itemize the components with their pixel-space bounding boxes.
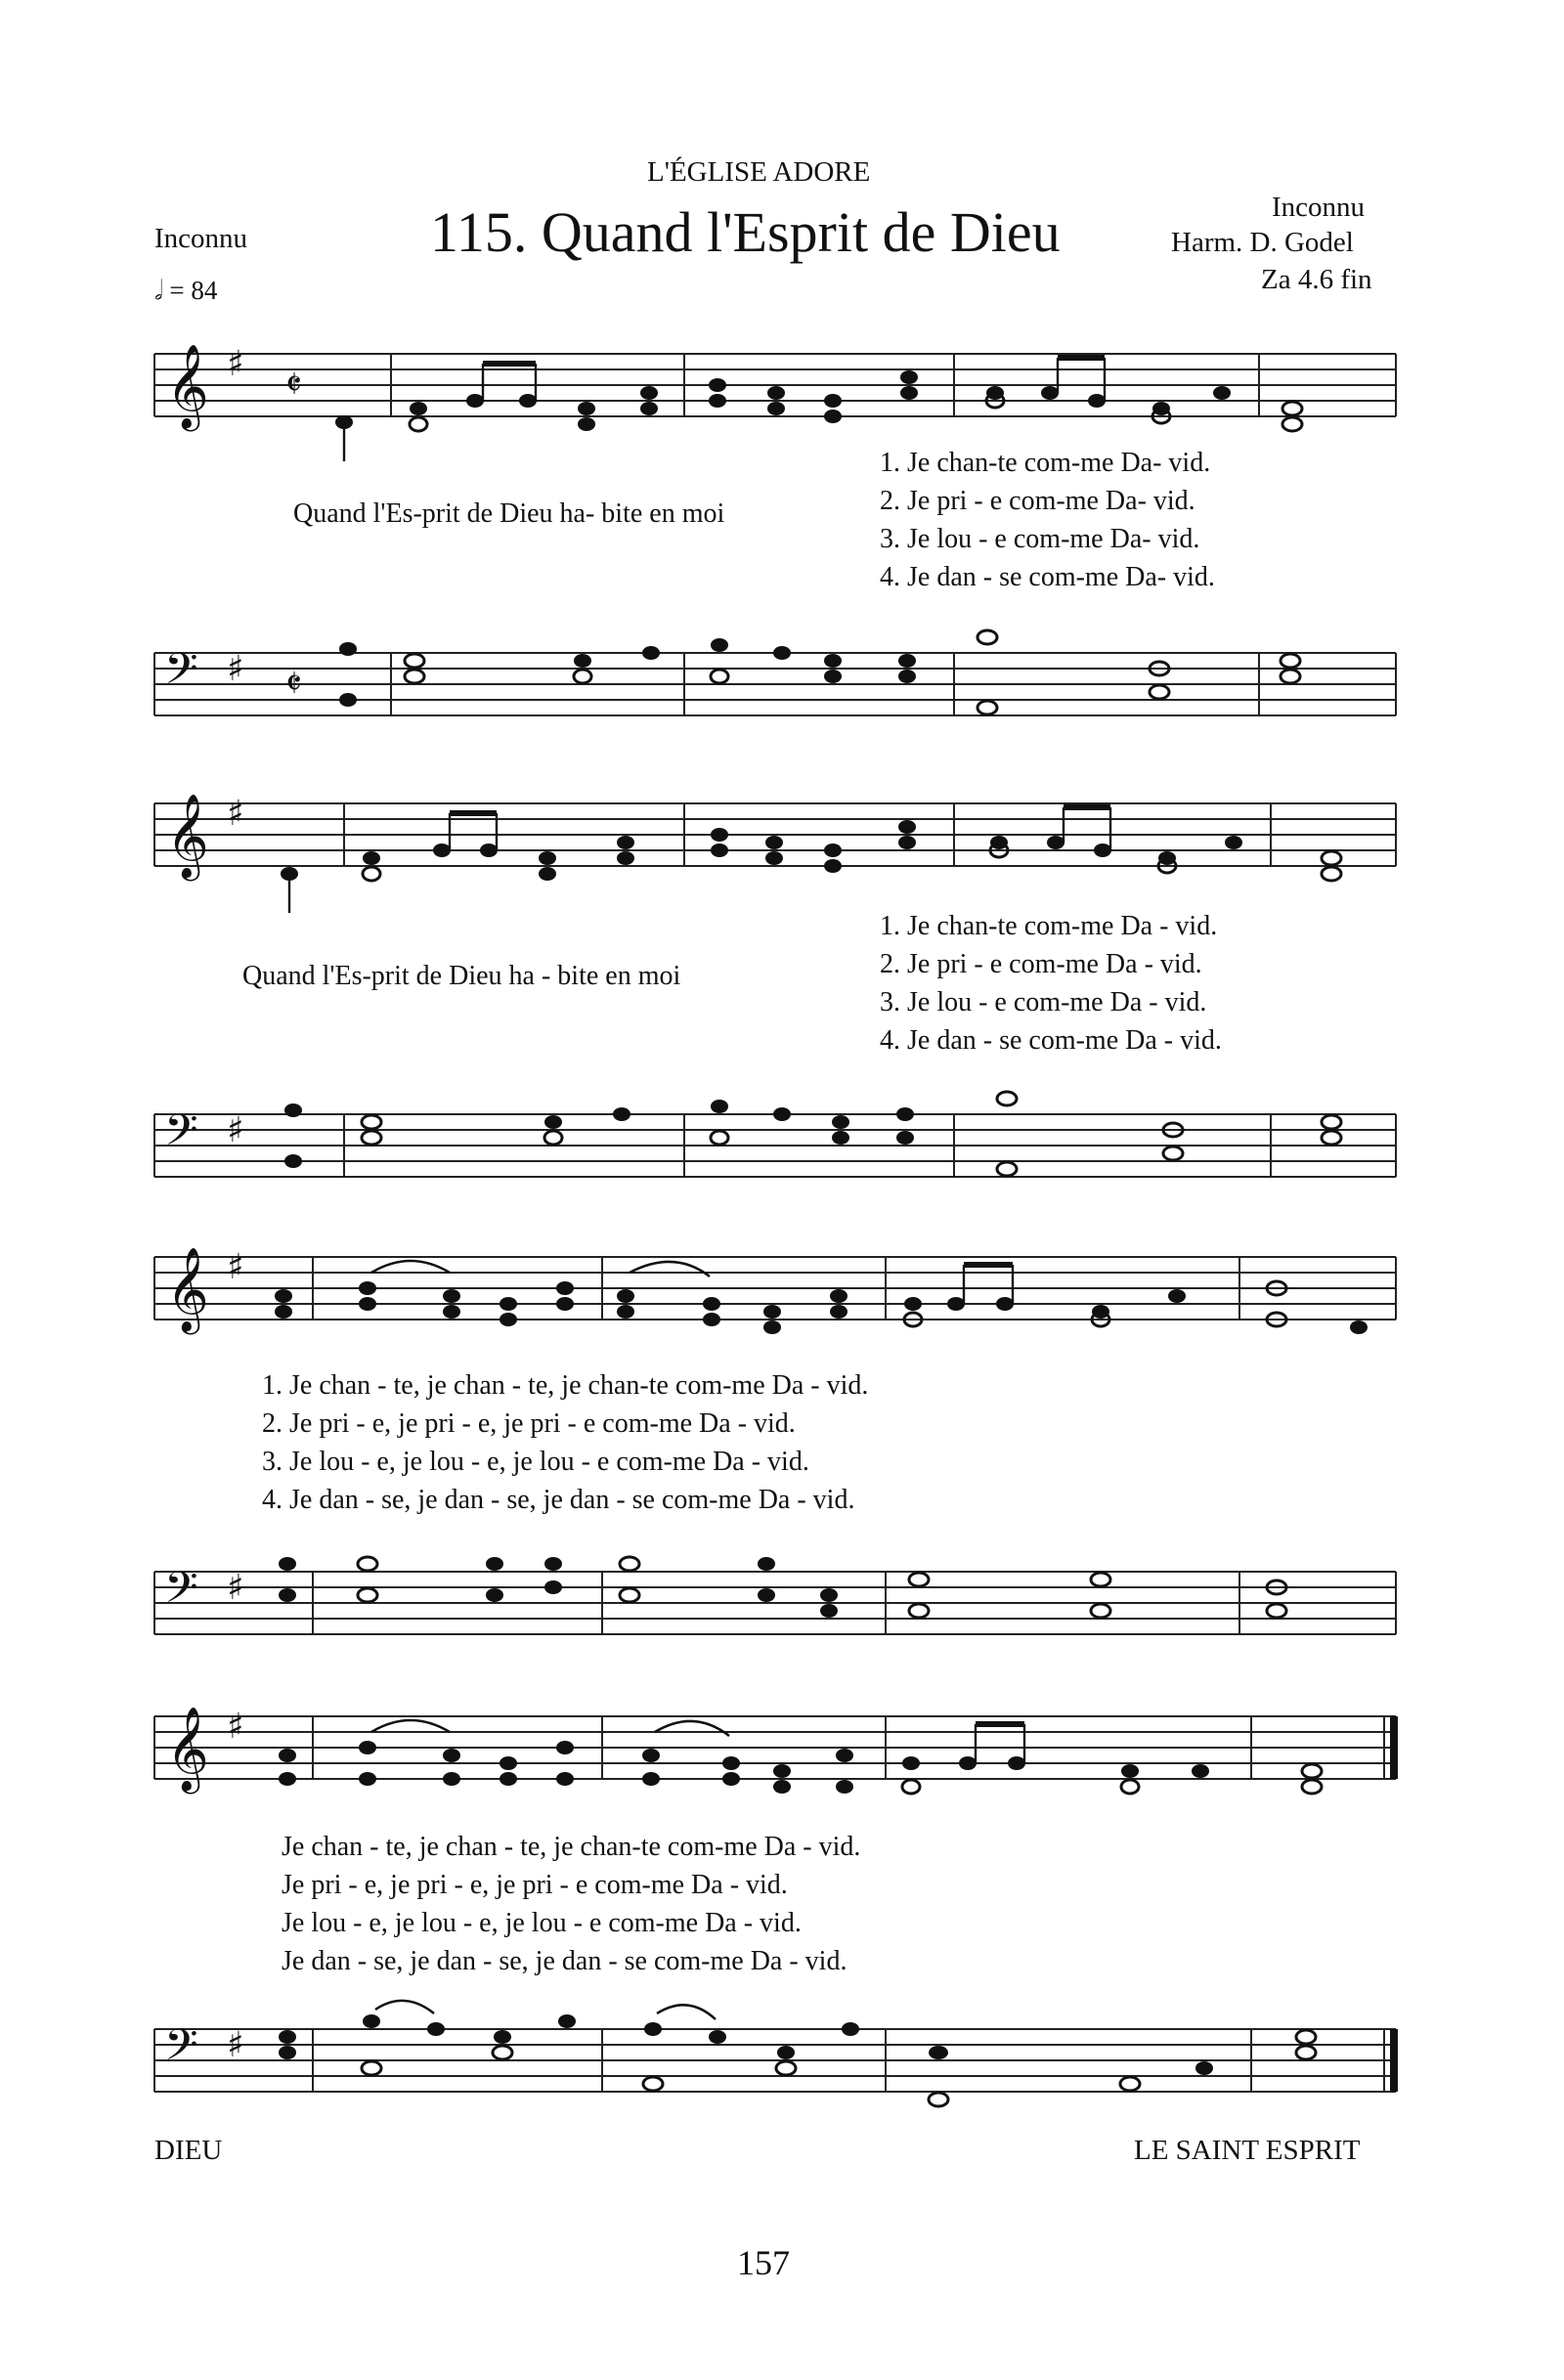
lead-lyric-line: Quand l'Es-prit de Dieu ha - bite en moi — [242, 961, 681, 991]
sharp-icon: ♯ — [227, 1568, 244, 1608]
verse-line: 2. Je pri - e com-me Da- vid. — [880, 486, 1195, 516]
sharp-icon: ♯ — [227, 1247, 244, 1287]
verse-line: 3. Je lou - e com-me Da - vid. — [880, 987, 1207, 1017]
verse-line: 2. Je pri - e com-me Da - vid. — [880, 949, 1202, 979]
system-4-treble — [154, 1707, 1398, 1795]
system-3-treble — [154, 1247, 1396, 1335]
hymn-number: 115. — [430, 200, 528, 264]
system-1-treble — [154, 344, 1396, 461]
verse-line: Je dan - se, je dan - se, je dan - se com-me Da - vid. — [282, 1946, 847, 1976]
sharp-icon: ♯ — [227, 2025, 244, 2065]
sharp-icon: ♯ — [227, 649, 244, 689]
verse-line: Je pri - e, je pri - e, je pri - e com-me Da - vid. — [282, 1870, 788, 1900]
bass-clef-icon: 𝄢 — [164, 1562, 198, 1623]
system-3-bass — [154, 1557, 1396, 1634]
system-4-bass — [154, 2001, 1398, 2106]
system-2-bass — [154, 1092, 1396, 1177]
verse-line: 1. Je chan-te com-me Da - vid. — [880, 911, 1218, 941]
verse-line: Je chan - te, je chan - te, je chan-te com-me Da - vid. — [282, 1832, 861, 1862]
system-2-treble — [154, 794, 1396, 913]
verse-line: 1. Je chan - te, je chan - te, je chan-te com-me Da - vid. — [262, 1370, 869, 1401]
system-1-bass — [154, 630, 1396, 715]
verse-line: Je lou - e, je lou - e, je lou - e com-me Da - vid. — [282, 1908, 802, 1938]
bass-clef-icon: 𝄢 — [164, 2019, 198, 2081]
hymn-title-text: Quand l'Esprit de Dieu — [541, 200, 1061, 264]
footer-right-category: LE SAINT ESPRIT — [1134, 2135, 1361, 2166]
sharp-icon: ♯ — [227, 794, 244, 834]
verse-line: 3. Je lou - e, je lou - e, je lou - e com-me Da - vid. — [262, 1447, 809, 1477]
right-credit-composer: Inconnu — [1272, 192, 1366, 223]
sharp-icon: ♯ — [227, 1707, 244, 1747]
treble-clef-icon: 𝄞 — [166, 1707, 209, 1791]
common-time-icon: 𝄵 — [285, 662, 302, 705]
verse-line: 4. Je dan - se com-me Da - vid. — [880, 1025, 1222, 1056]
bass-clef-icon: 𝄢 — [164, 1104, 198, 1166]
treble-clef-icon: 𝄞 — [166, 344, 209, 428]
verse-line: 4. Je dan - se com-me Da- vid. — [880, 562, 1215, 592]
treble-clef-icon: 𝄞 — [166, 1247, 209, 1331]
verse-line: 4. Je dan - se, je dan - se, je dan - se com-me Da - vid. — [262, 1485, 855, 1515]
common-time-icon: 𝄵 — [285, 363, 302, 406]
left-author: Inconnu — [154, 223, 248, 254]
right-credit-harmony: Harm. D. Godel — [1171, 227, 1354, 258]
bass-clef-icon: 𝄢 — [164, 643, 198, 705]
half-note-icon: 𝅗𝅥 — [154, 276, 163, 305]
right-credit-reference: Za 4.6 fin — [1261, 264, 1372, 295]
verse-line: 1. Je chan-te com-me Da- vid. — [880, 448, 1211, 478]
tempo-value: = 84 — [169, 276, 218, 305]
section-heading: L'ÉGLISE ADORE — [647, 156, 871, 188]
treble-clef-icon: 𝄞 — [166, 794, 209, 878]
sharp-icon: ♯ — [227, 1110, 244, 1150]
sharp-icon: ♯ — [227, 344, 244, 384]
footer-left-category: DIEU — [154, 2135, 223, 2166]
lead-lyric-line: Quand l'Es-prit de Dieu ha- bite en moi — [293, 498, 725, 529]
verse-line: 2. Je pri - e, je pri - e, je pri - e com-me Da - vid. — [262, 1408, 796, 1439]
page-number: 157 — [737, 2243, 790, 2282]
verse-line: 3. Je lou - e com-me Da- vid. — [880, 524, 1200, 554]
